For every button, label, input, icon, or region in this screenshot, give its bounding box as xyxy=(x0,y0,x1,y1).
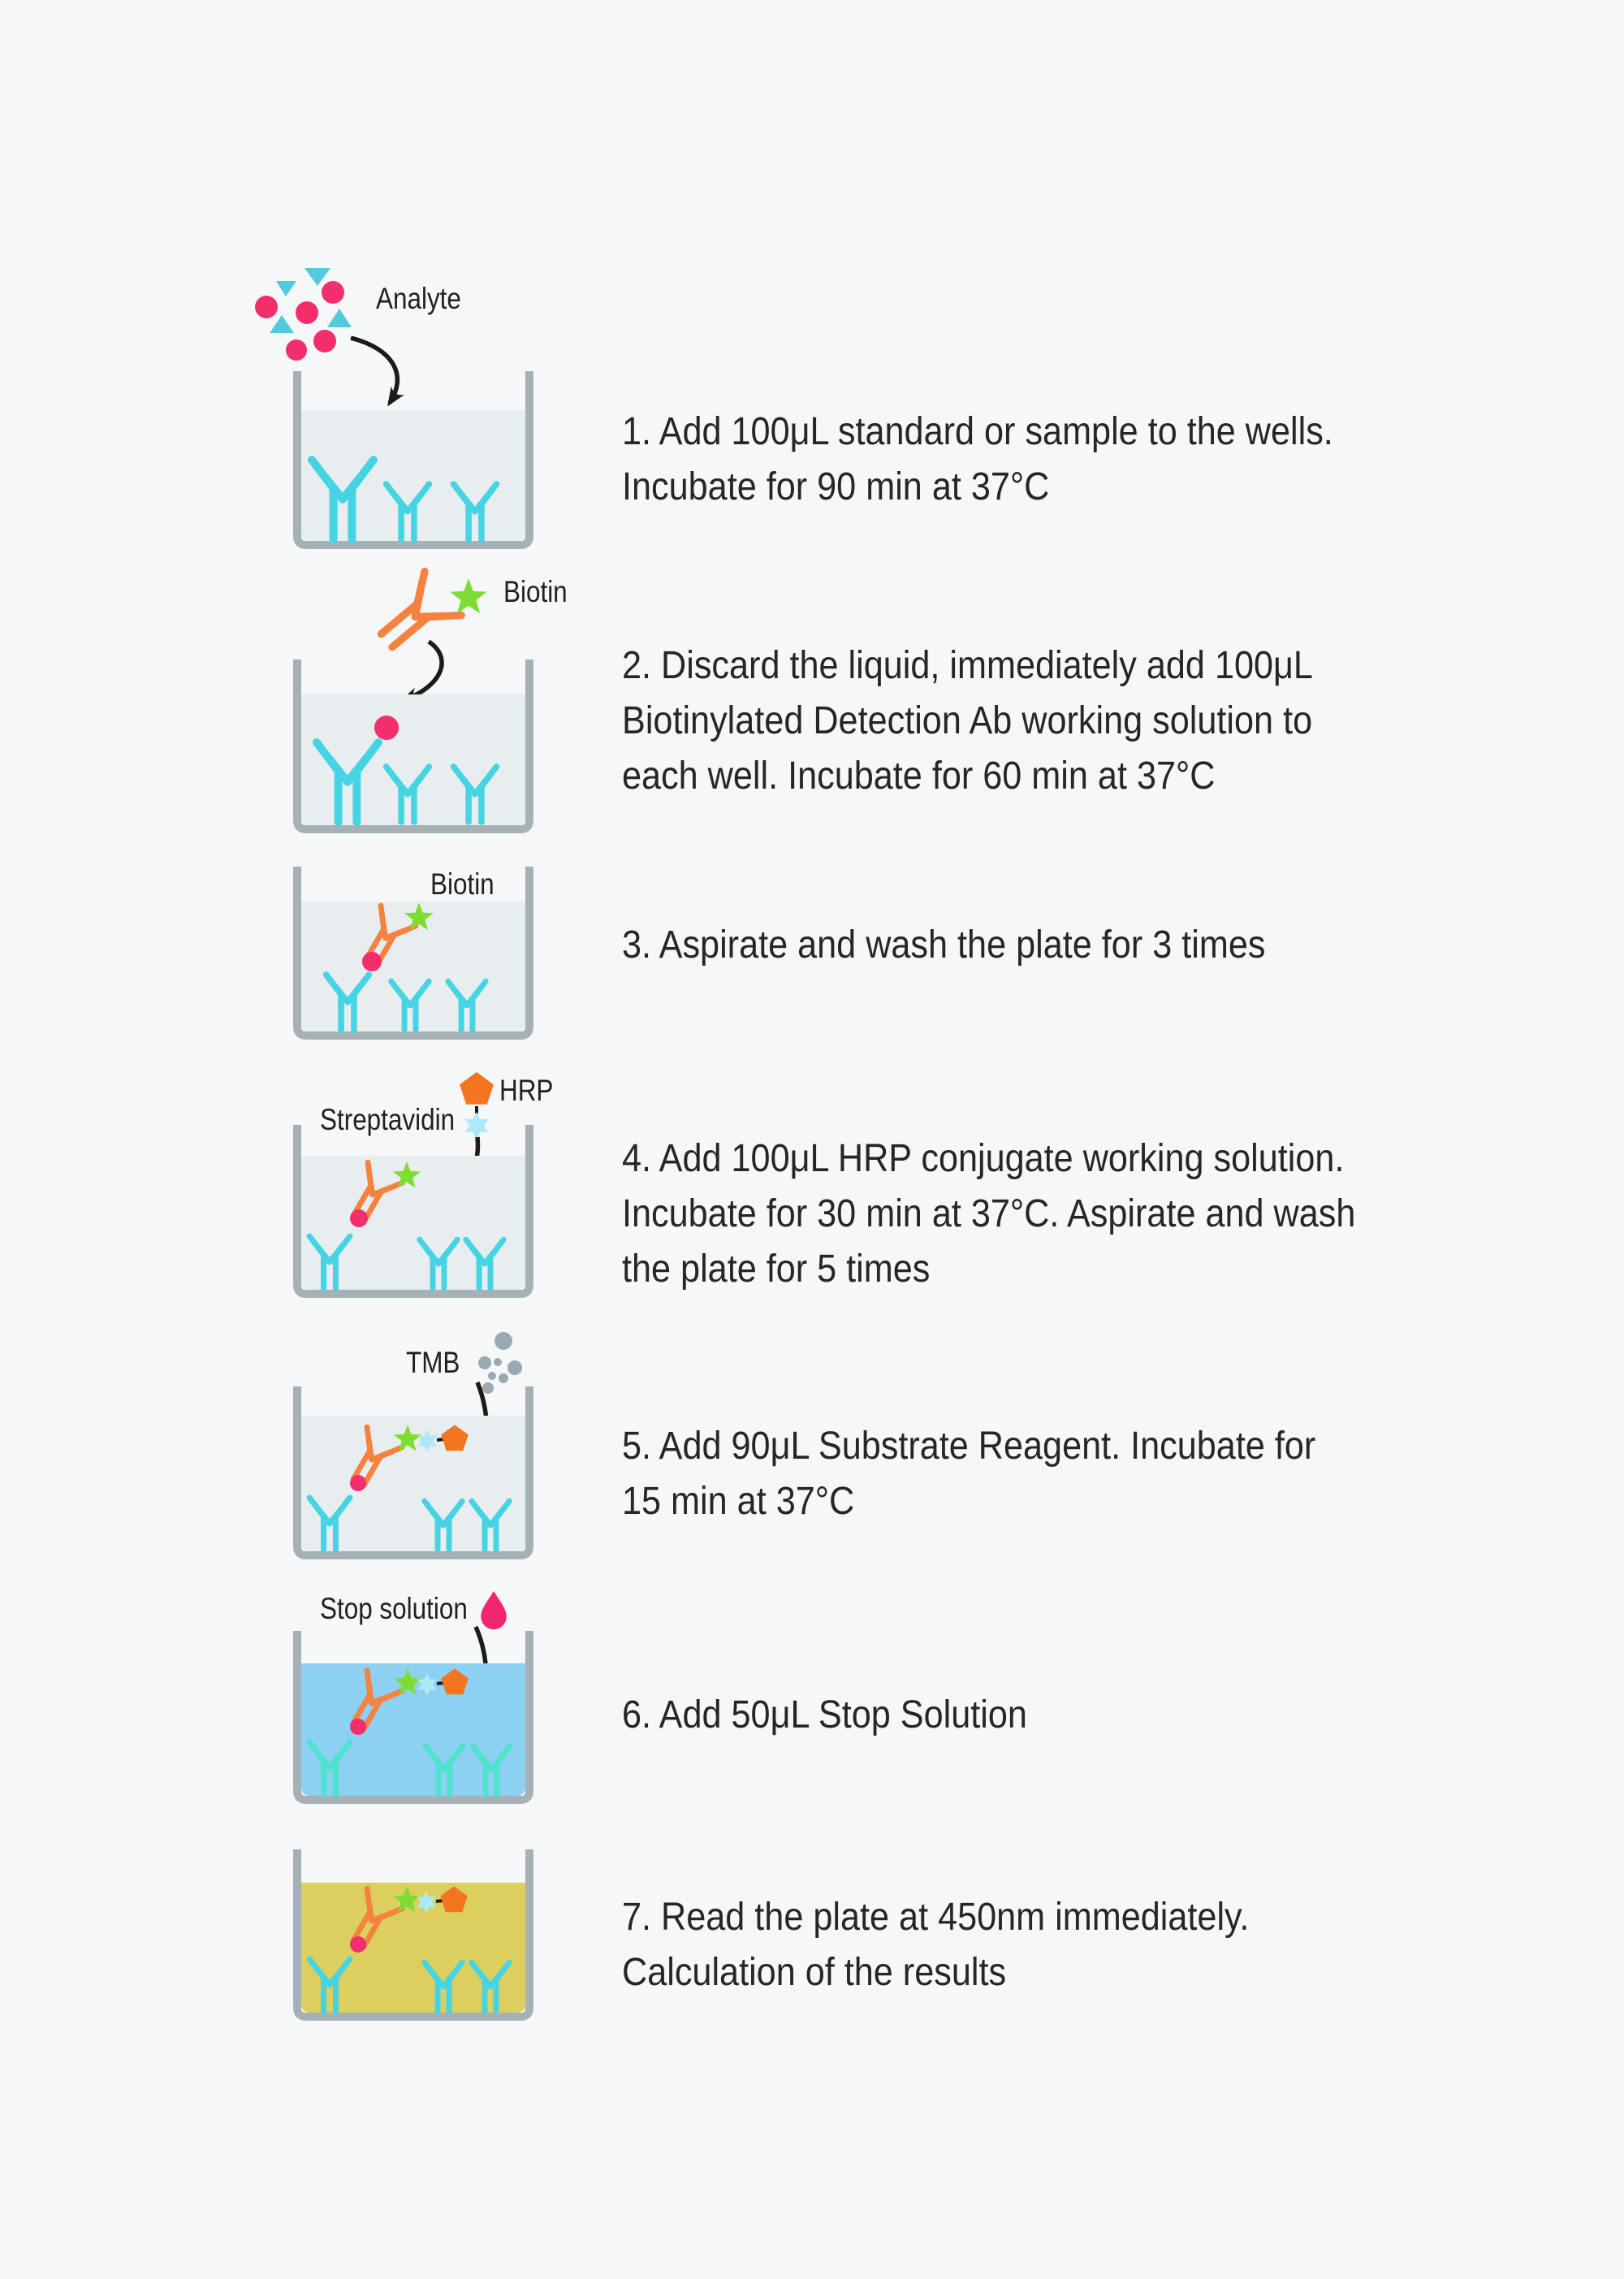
hrp-pentagon-icon xyxy=(460,1072,494,1105)
well-6 xyxy=(297,1631,529,1800)
well-7 xyxy=(297,1849,529,2017)
analyte-label: Analyte xyxy=(376,282,461,315)
analyte-circle xyxy=(313,330,336,352)
step-2-text xyxy=(622,638,1313,804)
step-text-line: each well. Incubate for 60 min at 37°C xyxy=(622,755,1216,798)
analyte-bound-circle xyxy=(350,1936,366,1953)
analyte-bound-circle xyxy=(374,716,399,740)
step-text-line: 2. Discard the liquid, immediately add 100μL xyxy=(622,644,1313,687)
arrow-into-well-1 xyxy=(351,338,397,403)
step-text-line: Incubate for 30 min at 37°C. Aspirate and wash xyxy=(622,1192,1356,1235)
analyte-triangle xyxy=(276,281,296,296)
step-text-line: 5. Add 90μL Substrate Reagent. Incubate for xyxy=(622,1425,1316,1468)
analyte-bound-circle xyxy=(350,1209,368,1227)
step-text-line: 15 min at 37°C xyxy=(622,1480,855,1523)
step-6-text xyxy=(622,1688,1027,1743)
well-5 xyxy=(297,1386,529,1555)
analyte-triangle xyxy=(270,315,294,333)
tmb-label: TMB xyxy=(406,1346,460,1379)
analyte-bound-circle xyxy=(350,1475,366,1491)
analyte-bound-circle xyxy=(350,1719,366,1735)
analyte-circle xyxy=(286,339,307,361)
analyte-circle xyxy=(296,301,318,324)
step-1-text xyxy=(622,404,1333,515)
analyte-bound-circle xyxy=(362,952,382,971)
well-2 xyxy=(297,659,529,829)
step-7-text xyxy=(622,1890,1249,2000)
streptavidin-burst-icon xyxy=(464,1112,488,1140)
hrp-label: HRP xyxy=(499,1074,554,1107)
analyte-triangle xyxy=(327,309,352,327)
step-3-text xyxy=(622,918,1265,973)
step-text-line: 3. Aspirate and wash the plate for 3 times xyxy=(622,923,1266,967)
biotin-label: Biotin xyxy=(503,575,568,608)
well-1 xyxy=(297,371,529,545)
detection-antibody-icon xyxy=(369,572,462,663)
tmb-dots-icon xyxy=(478,1332,522,1394)
analyte-circle xyxy=(322,281,344,304)
step-text-line: Incubate for 90 min at 37°C xyxy=(622,465,1050,508)
step-text-line: Biotinylated Detection Ab working solution to xyxy=(622,699,1313,742)
analyte-cluster-icon xyxy=(255,268,352,361)
step2-illustration xyxy=(297,572,529,829)
step-text-line: 4. Add 100μL HRP conjugate working solution. xyxy=(622,1137,1345,1180)
step-4-text xyxy=(622,1131,1355,1297)
well-4 xyxy=(297,1125,529,1294)
arrow-into-well-2 xyxy=(404,642,442,700)
step-text-line: 6. Add 50μL Stop Solution xyxy=(622,1693,1027,1736)
biotin-star-icon xyxy=(450,578,486,613)
step7-illustration xyxy=(297,1849,529,2017)
step-text-line: Calculation of the results xyxy=(622,1951,1007,1994)
step-text-line: 7. Read the plate at 450nm immediately. xyxy=(622,1896,1250,1939)
stop-droplet-icon xyxy=(481,1591,507,1629)
step-5-text xyxy=(622,1419,1315,1529)
analyte-circle xyxy=(255,296,278,318)
biotin-label: Biotin xyxy=(430,867,495,901)
streptavidin-label: Streptavidin xyxy=(320,1103,456,1136)
step3-illustration xyxy=(297,867,529,1036)
step-text-line: the plate for 5 times xyxy=(622,1248,931,1291)
stop-solution-label: Stop solution xyxy=(320,1592,468,1625)
well-3 xyxy=(297,867,529,1036)
step-text-line: 1. Add 100μL standard or sample to the wells. xyxy=(622,410,1333,453)
